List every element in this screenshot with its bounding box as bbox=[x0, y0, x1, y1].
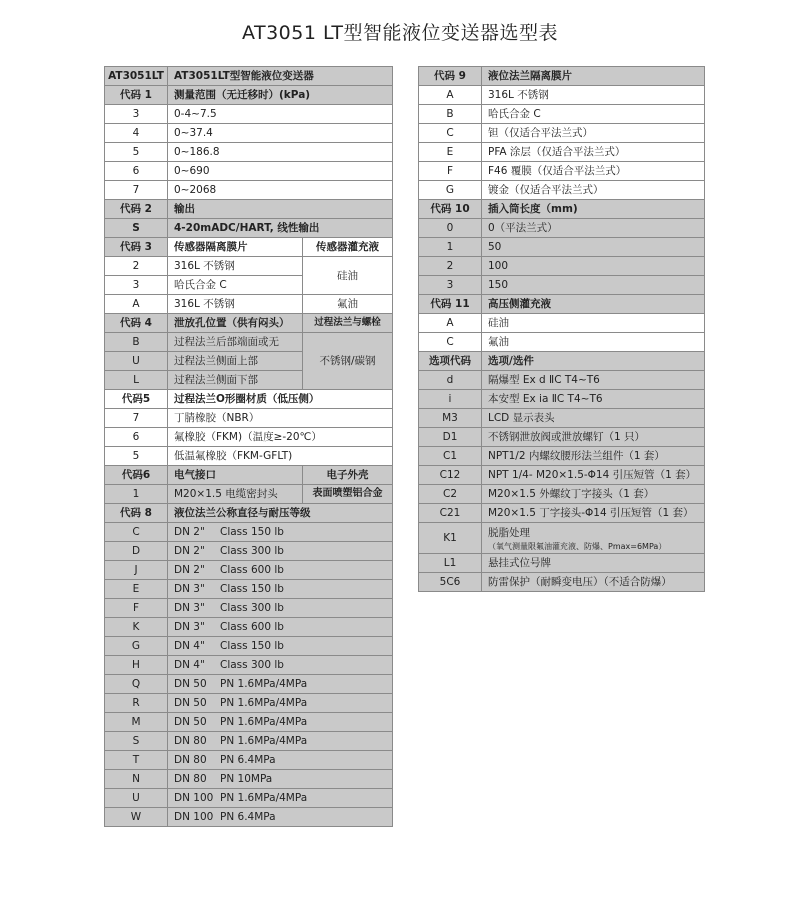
option-desc: 0~2068 bbox=[168, 181, 393, 200]
option-desc bbox=[168, 751, 393, 770]
option-code: 4 bbox=[105, 124, 168, 143]
option-note: （氧气测量限氟油灌充液、防爆、Pmax=6MPa） bbox=[488, 542, 667, 551]
option-desc: NPT1/2 内螺纹腰形法兰组件（1 套） bbox=[482, 447, 705, 466]
table-row bbox=[105, 808, 393, 827]
option-code: 3 bbox=[105, 105, 168, 124]
option-rows-2 bbox=[419, 554, 705, 592]
table-row bbox=[105, 181, 393, 200]
option-code: C1 bbox=[419, 447, 482, 466]
section-label: 选项/选件 bbox=[482, 352, 705, 371]
table-row bbox=[105, 542, 393, 561]
section-code: 代码6 bbox=[105, 466, 168, 485]
option-desc: 隔爆型 Ex d ⅡC T4~T6 bbox=[482, 371, 705, 390]
left-selection-table bbox=[104, 66, 393, 827]
option-desc: 0~186.8 bbox=[168, 143, 393, 162]
section-header bbox=[105, 390, 393, 409]
table-row bbox=[105, 219, 393, 238]
flange-size: DN 2" bbox=[174, 564, 205, 576]
section-code: 代码 3 bbox=[105, 238, 168, 257]
option-desc: 硅油 bbox=[482, 314, 705, 333]
flange-rating: PN 6.4MPa bbox=[220, 811, 276, 823]
flange-size: DN 80 bbox=[174, 773, 207, 785]
section-label: 传感器隔离膜片 bbox=[168, 238, 303, 257]
option-desc bbox=[168, 599, 393, 618]
option-code: L1 bbox=[419, 554, 482, 573]
table-row bbox=[419, 428, 705, 447]
option-desc: 150 bbox=[482, 276, 705, 295]
table-row bbox=[419, 554, 705, 573]
option-code: 0 bbox=[419, 219, 482, 238]
section-label: 泄放孔位置（供有闷头） bbox=[168, 314, 303, 333]
housing-desc: 表面喷塑铝合金 bbox=[303, 485, 393, 504]
option-code: C bbox=[419, 124, 482, 143]
option-desc bbox=[168, 523, 393, 542]
section-code: 代码 8 bbox=[105, 504, 168, 523]
table-row bbox=[419, 162, 705, 181]
table-row bbox=[105, 523, 393, 542]
flange-material: 不锈钢/碳钢 bbox=[303, 333, 393, 390]
table-row bbox=[105, 694, 393, 713]
option-code: K1 bbox=[419, 523, 482, 554]
option-desc: 0~690 bbox=[168, 162, 393, 181]
flange-size: DN 2" bbox=[174, 545, 205, 557]
option-code: C bbox=[105, 523, 168, 542]
section-header bbox=[105, 200, 393, 219]
option-code: 6 bbox=[105, 428, 168, 447]
table-row bbox=[105, 656, 393, 675]
option-code: S bbox=[105, 219, 168, 238]
flange-rating: PN 1.6MPa/4MPa bbox=[220, 792, 308, 804]
section-header bbox=[105, 504, 393, 523]
option-code: 6 bbox=[105, 162, 168, 181]
option-code: B bbox=[105, 333, 168, 352]
flange-rating: Class 300 lb bbox=[220, 659, 284, 671]
flange-rating: Class 150 lb bbox=[220, 526, 284, 538]
section-label: 测量范围（无迁移时）(kPa) bbox=[168, 86, 393, 105]
option-desc bbox=[168, 637, 393, 656]
option-desc: 不锈钢泄放阀或泄放螺钉（1 只） bbox=[482, 428, 705, 447]
option-code: C12 bbox=[419, 466, 482, 485]
option-desc bbox=[168, 713, 393, 732]
flange-size: DN 100 bbox=[174, 792, 214, 804]
option-desc: M20×1.5 电缆密封头 bbox=[168, 485, 303, 504]
option-desc: 哈氏合金 C bbox=[168, 276, 303, 295]
flange-rating: Class 300 lb bbox=[220, 602, 284, 614]
table-row bbox=[105, 428, 393, 447]
option-desc: 本安型 Ex ia ⅡC T4~T6 bbox=[482, 390, 705, 409]
option-desc: M20×1.5 丁字接头-Φ14 引压短管（1 套） bbox=[482, 504, 705, 523]
table-row bbox=[419, 276, 705, 295]
table-row bbox=[105, 257, 393, 276]
option-desc: 低温氟橡胶（FKM-GFLT) bbox=[168, 447, 393, 466]
table-row bbox=[105, 447, 393, 466]
model-name: AT3051LT型智能液位变送器 bbox=[168, 67, 393, 86]
table-row bbox=[419, 390, 705, 409]
option-desc: LCD 显示表头 bbox=[482, 409, 705, 428]
flange-rating: Class 600 lb bbox=[220, 564, 284, 576]
table-row bbox=[105, 295, 393, 314]
option-desc bbox=[168, 618, 393, 637]
option-desc: 防雷保护（耐瞬变电压）（不适合防爆） bbox=[482, 573, 705, 592]
flange-rating: PN 10MPa bbox=[220, 773, 273, 785]
option-code: U bbox=[105, 352, 168, 371]
flange-rows bbox=[105, 523, 393, 827]
section-label-housing: 电子外壳 bbox=[303, 466, 393, 485]
option-desc bbox=[168, 694, 393, 713]
flange-size: DN 4" bbox=[174, 659, 205, 671]
table-row bbox=[419, 181, 705, 200]
table-row bbox=[105, 561, 393, 580]
option-code: d bbox=[419, 371, 482, 390]
table-row bbox=[419, 86, 705, 105]
section-code: 代码 2 bbox=[105, 200, 168, 219]
option-code: B bbox=[419, 105, 482, 124]
option-desc: NPT 1/4- M20×1.5-Φ14 引压短管（1 套） bbox=[482, 466, 705, 485]
option-code: M bbox=[105, 713, 168, 732]
table-row bbox=[105, 580, 393, 599]
flange-size: DN 4" bbox=[174, 640, 205, 652]
table-row bbox=[419, 573, 705, 592]
section-code: 代码 11 bbox=[419, 295, 482, 314]
option-desc bbox=[168, 561, 393, 580]
table-row bbox=[105, 124, 393, 143]
option-code: M3 bbox=[419, 409, 482, 428]
option-code: 2 bbox=[105, 257, 168, 276]
section-header bbox=[419, 352, 705, 371]
table-row bbox=[419, 333, 705, 352]
section-header bbox=[419, 67, 705, 86]
section-label: 液位法兰隔离膜片 bbox=[482, 67, 705, 86]
table-row bbox=[419, 485, 705, 504]
option-desc: 镀金（仅适合平法兰式） bbox=[482, 181, 705, 200]
section-code: 代码 1 bbox=[105, 86, 168, 105]
option-desc bbox=[168, 770, 393, 789]
section-code: 代码5 bbox=[105, 390, 168, 409]
table-row bbox=[419, 143, 705, 162]
option-desc: 脱脂处理 bbox=[488, 527, 530, 539]
option-code: 7 bbox=[105, 181, 168, 200]
option-code: G bbox=[419, 181, 482, 200]
option-code: J bbox=[105, 561, 168, 580]
table-header-row bbox=[105, 67, 393, 86]
option-desc: 100 bbox=[482, 257, 705, 276]
option-desc: F46 覆膜（仅适合平法兰式） bbox=[482, 162, 705, 181]
table-row bbox=[105, 637, 393, 656]
option-code: T bbox=[105, 751, 168, 770]
section-label: 过程法兰O形圈材质（低压侧） bbox=[168, 390, 393, 409]
option-code: 3 bbox=[105, 276, 168, 295]
table-row bbox=[105, 143, 393, 162]
table-row bbox=[105, 409, 393, 428]
option-desc: 悬挂式位号牌 bbox=[482, 554, 705, 573]
table-row bbox=[105, 485, 393, 504]
option-code: 5C6 bbox=[419, 573, 482, 592]
option-code: N bbox=[105, 770, 168, 789]
option-code: A bbox=[105, 295, 168, 314]
right-selection-table bbox=[418, 66, 705, 592]
table-row bbox=[105, 618, 393, 637]
table-row bbox=[419, 371, 705, 390]
flange-rating: Class 300 lb bbox=[220, 545, 284, 557]
option-desc: 氟橡胶（FKM)（温度≥-20℃） bbox=[168, 428, 393, 447]
flange-rating: PN 1.6MPa/4MPa bbox=[220, 716, 308, 728]
section-label: 高压侧灌充液 bbox=[482, 295, 705, 314]
option-rows bbox=[419, 371, 705, 523]
section-label: 插入筒长度（mm) bbox=[482, 200, 705, 219]
table-row bbox=[105, 333, 393, 352]
fill-fluid: 硅油 bbox=[303, 257, 393, 295]
flange-rating: Class 600 lb bbox=[220, 621, 284, 633]
flange-size: DN 50 bbox=[174, 697, 207, 709]
option-code: U bbox=[105, 789, 168, 808]
table-row bbox=[105, 770, 393, 789]
option-desc: PFA 涂层（仅适合平法兰式） bbox=[482, 143, 705, 162]
option-code: G bbox=[105, 637, 168, 656]
fill-fluid: 氟油 bbox=[303, 295, 393, 314]
option-code: E bbox=[105, 580, 168, 599]
section-code: 代码 10 bbox=[419, 200, 482, 219]
section-code: 选项代码 bbox=[419, 352, 482, 371]
option-desc: 0（平法兰式） bbox=[482, 219, 705, 238]
option-desc: M20×1.5 外螺纹丁字接头（1 套） bbox=[482, 485, 705, 504]
option-code: i bbox=[419, 390, 482, 409]
flange-size: DN 50 bbox=[174, 716, 207, 728]
option-desc bbox=[168, 580, 393, 599]
table-row bbox=[419, 105, 705, 124]
option-code: L bbox=[105, 371, 168, 390]
option-code: 1 bbox=[105, 485, 168, 504]
flange-rating: Class 150 lb bbox=[220, 583, 284, 595]
option-code: 5 bbox=[105, 447, 168, 466]
section-header bbox=[105, 314, 393, 333]
option-code: A bbox=[419, 86, 482, 105]
option-desc: 过程法兰侧面上部 bbox=[168, 352, 303, 371]
flange-size: DN 3" bbox=[174, 583, 205, 595]
table-row bbox=[419, 523, 705, 554]
section-header bbox=[105, 86, 393, 105]
diaphragm-rows bbox=[419, 86, 705, 200]
option-desc bbox=[168, 675, 393, 694]
table-row bbox=[419, 447, 705, 466]
table-row bbox=[105, 675, 393, 694]
section-label: 电气接口 bbox=[168, 466, 303, 485]
section-header bbox=[419, 200, 705, 219]
option-code: A bbox=[419, 314, 482, 333]
table-row bbox=[105, 599, 393, 618]
table-row bbox=[419, 314, 705, 333]
option-desc: 316L 不锈钢 bbox=[168, 257, 303, 276]
option-desc bbox=[168, 656, 393, 675]
table-row bbox=[105, 732, 393, 751]
model-code: AT3051LT bbox=[105, 67, 168, 86]
option-desc: 4-20mADC/HART, 线性输出 bbox=[168, 219, 393, 238]
option-code: R bbox=[105, 694, 168, 713]
section-label-flange: 过程法兰与螺栓 bbox=[303, 314, 393, 333]
option-code: C2 bbox=[419, 485, 482, 504]
option-code: 5 bbox=[105, 143, 168, 162]
flange-rating: Class 150 lb bbox=[220, 640, 284, 652]
option-code: 1 bbox=[419, 238, 482, 257]
flange-rating: PN 6.4MPa bbox=[220, 754, 276, 766]
flange-size: DN 3" bbox=[174, 602, 205, 614]
section-code: 代码 4 bbox=[105, 314, 168, 333]
option-code: D bbox=[105, 542, 168, 561]
table-row bbox=[419, 219, 705, 238]
section-label: 液位法兰公称直径与耐压等级 bbox=[168, 504, 393, 523]
option-code: F bbox=[105, 599, 168, 618]
option-code: 7 bbox=[105, 409, 168, 428]
option-code: 2 bbox=[419, 257, 482, 276]
option-desc: 过程法兰侧面下部 bbox=[168, 371, 303, 390]
table-row bbox=[419, 124, 705, 143]
option-desc: 哈氏合金 C bbox=[482, 105, 705, 124]
table-row bbox=[419, 257, 705, 276]
option-desc bbox=[168, 732, 393, 751]
option-desc: 50 bbox=[482, 238, 705, 257]
option-desc: 316L 不锈钢 bbox=[482, 86, 705, 105]
option-code: C bbox=[419, 333, 482, 352]
fill-rows bbox=[419, 314, 705, 352]
flange-rating: PN 1.6MPa/4MPa bbox=[220, 697, 308, 709]
table-row bbox=[105, 105, 393, 124]
option-desc: 氟油 bbox=[482, 333, 705, 352]
option-code: C21 bbox=[419, 504, 482, 523]
table-row bbox=[419, 238, 705, 257]
table-row bbox=[105, 162, 393, 181]
option-code: S bbox=[105, 732, 168, 751]
option-code: W bbox=[105, 808, 168, 827]
flange-size: DN 50 bbox=[174, 678, 207, 690]
section-header bbox=[419, 295, 705, 314]
option-code: 3 bbox=[419, 276, 482, 295]
option-code: F bbox=[419, 162, 482, 181]
option-code: D1 bbox=[419, 428, 482, 447]
flange-size: DN 3" bbox=[174, 621, 205, 633]
page-title: AT3051 LT型智能液位变送器选型表 bbox=[241, 22, 559, 44]
option-code: H bbox=[105, 656, 168, 675]
option-desc: 0~37.4 bbox=[168, 124, 393, 143]
option-code: K bbox=[105, 618, 168, 637]
option-desc: 316L 不锈钢 bbox=[168, 295, 303, 314]
option-desc: 钽（仅适合平法兰式） bbox=[482, 124, 705, 143]
flange-rating: PN 1.6MPa/4MPa bbox=[220, 735, 308, 747]
flange-size: DN 80 bbox=[174, 735, 207, 747]
flange-size: DN 80 bbox=[174, 754, 207, 766]
option-code: Q bbox=[105, 675, 168, 694]
table-row bbox=[419, 466, 705, 485]
flange-rating: PN 1.6MPa/4MPa bbox=[220, 678, 308, 690]
section-header bbox=[105, 238, 393, 257]
table-row bbox=[105, 713, 393, 732]
section-label-fill: 传感器灌充液 bbox=[303, 238, 393, 257]
option-desc: 过程法兰后部端面或无 bbox=[168, 333, 303, 352]
option-desc: 丁腈橡胶（NBR） bbox=[168, 409, 393, 428]
option-desc bbox=[168, 808, 393, 827]
flange-size: DN 100 bbox=[174, 811, 214, 823]
table-row bbox=[105, 789, 393, 808]
flange-size: DN 2" bbox=[174, 526, 205, 538]
section-header bbox=[105, 466, 393, 485]
table-row bbox=[105, 751, 393, 770]
option-desc: 0-4~7.5 bbox=[168, 105, 393, 124]
section-label: 输出 bbox=[168, 200, 393, 219]
option-code: E bbox=[419, 143, 482, 162]
table-row bbox=[419, 504, 705, 523]
option-desc bbox=[168, 789, 393, 808]
insert-rows bbox=[419, 219, 705, 295]
option-desc bbox=[168, 542, 393, 561]
section-code: 代码 9 bbox=[419, 67, 482, 86]
table-row bbox=[419, 409, 705, 428]
